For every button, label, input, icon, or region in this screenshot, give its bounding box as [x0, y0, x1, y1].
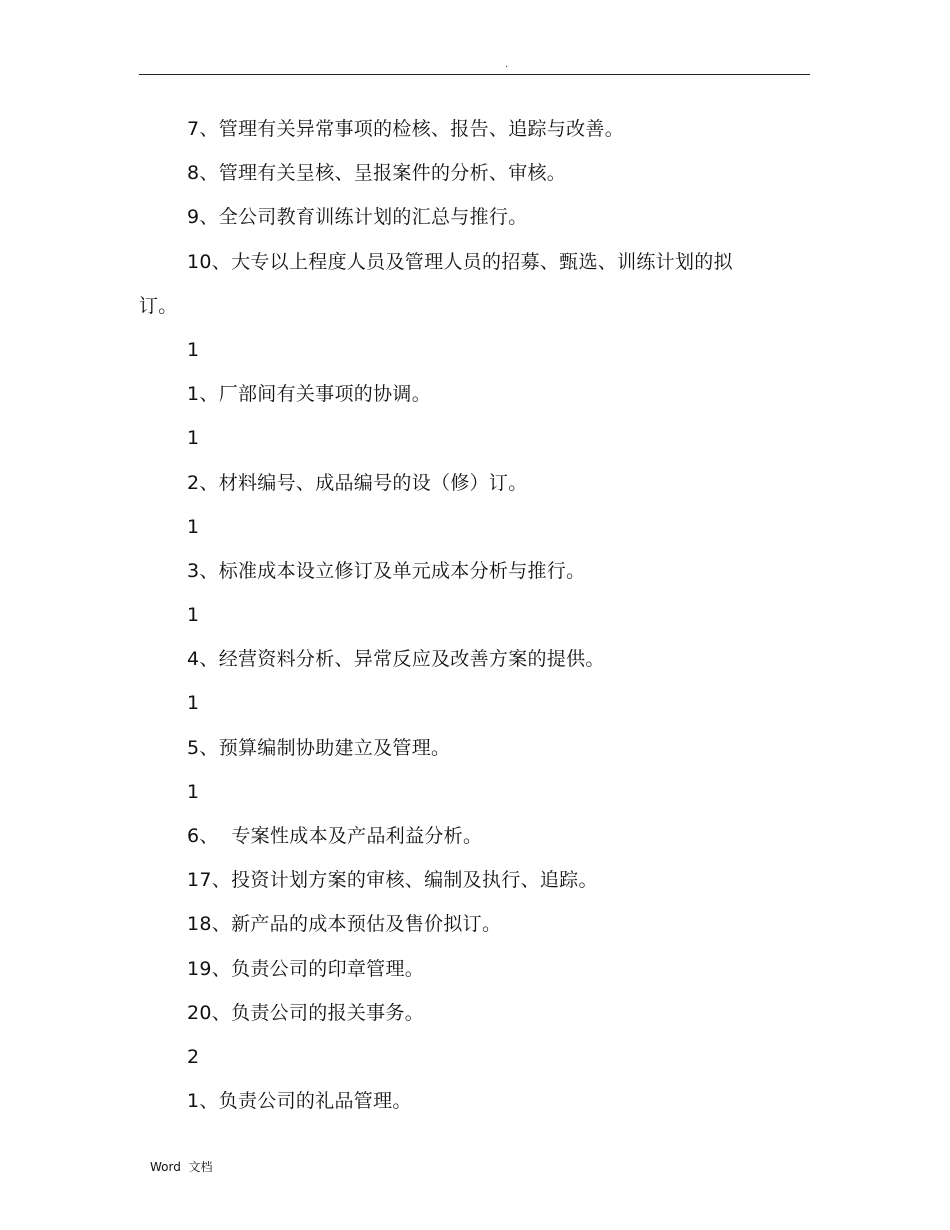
- paragraph-line: 6、 专案性成本及产品利益分析。: [187, 825, 483, 847]
- paragraph-line: 1: [187, 692, 200, 715]
- header-rule: [139, 74, 810, 75]
- paragraph-line: 20、负责公司的报关事务。: [187, 1001, 425, 1024]
- paragraph-line: 19、负责公司的印章管理。: [187, 957, 425, 980]
- paragraph-line: 2、材料编号、成品编号的设（修）订。: [187, 471, 528, 494]
- paragraph-line: 4、经营资料分析、异常反应及改善方案的提供。: [187, 648, 605, 671]
- paragraph-line: 1、厂部间有关事项的协调。: [187, 383, 431, 406]
- paragraph-line-continuation: 订。: [139, 294, 178, 317]
- paragraph-line: 1: [187, 780, 200, 803]
- paragraph-line: 3、标准成本设立修订及单元成本分析与推行。: [187, 559, 586, 582]
- paragraph-line: 7、管理有关异常事项的检核、报告、追踪与改善。: [187, 118, 624, 140]
- paragraph-line: 17、投资计划方案的审核、编制及执行、追踪。: [187, 869, 598, 892]
- paragraph-line: 1: [187, 427, 200, 450]
- paragraph-line: 2: [187, 1045, 200, 1068]
- paragraph-line: 1: [187, 338, 200, 361]
- document-body: [139, 107, 810, 1123]
- paragraph-line: 10、大专以上程度人员及管理人员的招募、甄选、训练计划的拟: [187, 250, 733, 273]
- footer-label: Word 文档: [150, 1160, 213, 1174]
- paragraph-line: 8、管理有关呈核、呈报案件的分析、审核。: [187, 162, 567, 185]
- paragraph-line: 1: [187, 515, 200, 538]
- paragraph-line: 1: [187, 604, 200, 627]
- paragraph-line: 9、全公司教育训练计划的汇总与推行。: [187, 206, 528, 229]
- paragraph-line: 18、新产品的成本预估及售价拟订。: [187, 913, 502, 936]
- paragraph-line: 5、预算编制协助建立及管理。: [187, 736, 451, 759]
- paragraph-line: 1、负责公司的礼品管理。: [187, 1090, 412, 1113]
- header-mark: .: [505, 59, 509, 70]
